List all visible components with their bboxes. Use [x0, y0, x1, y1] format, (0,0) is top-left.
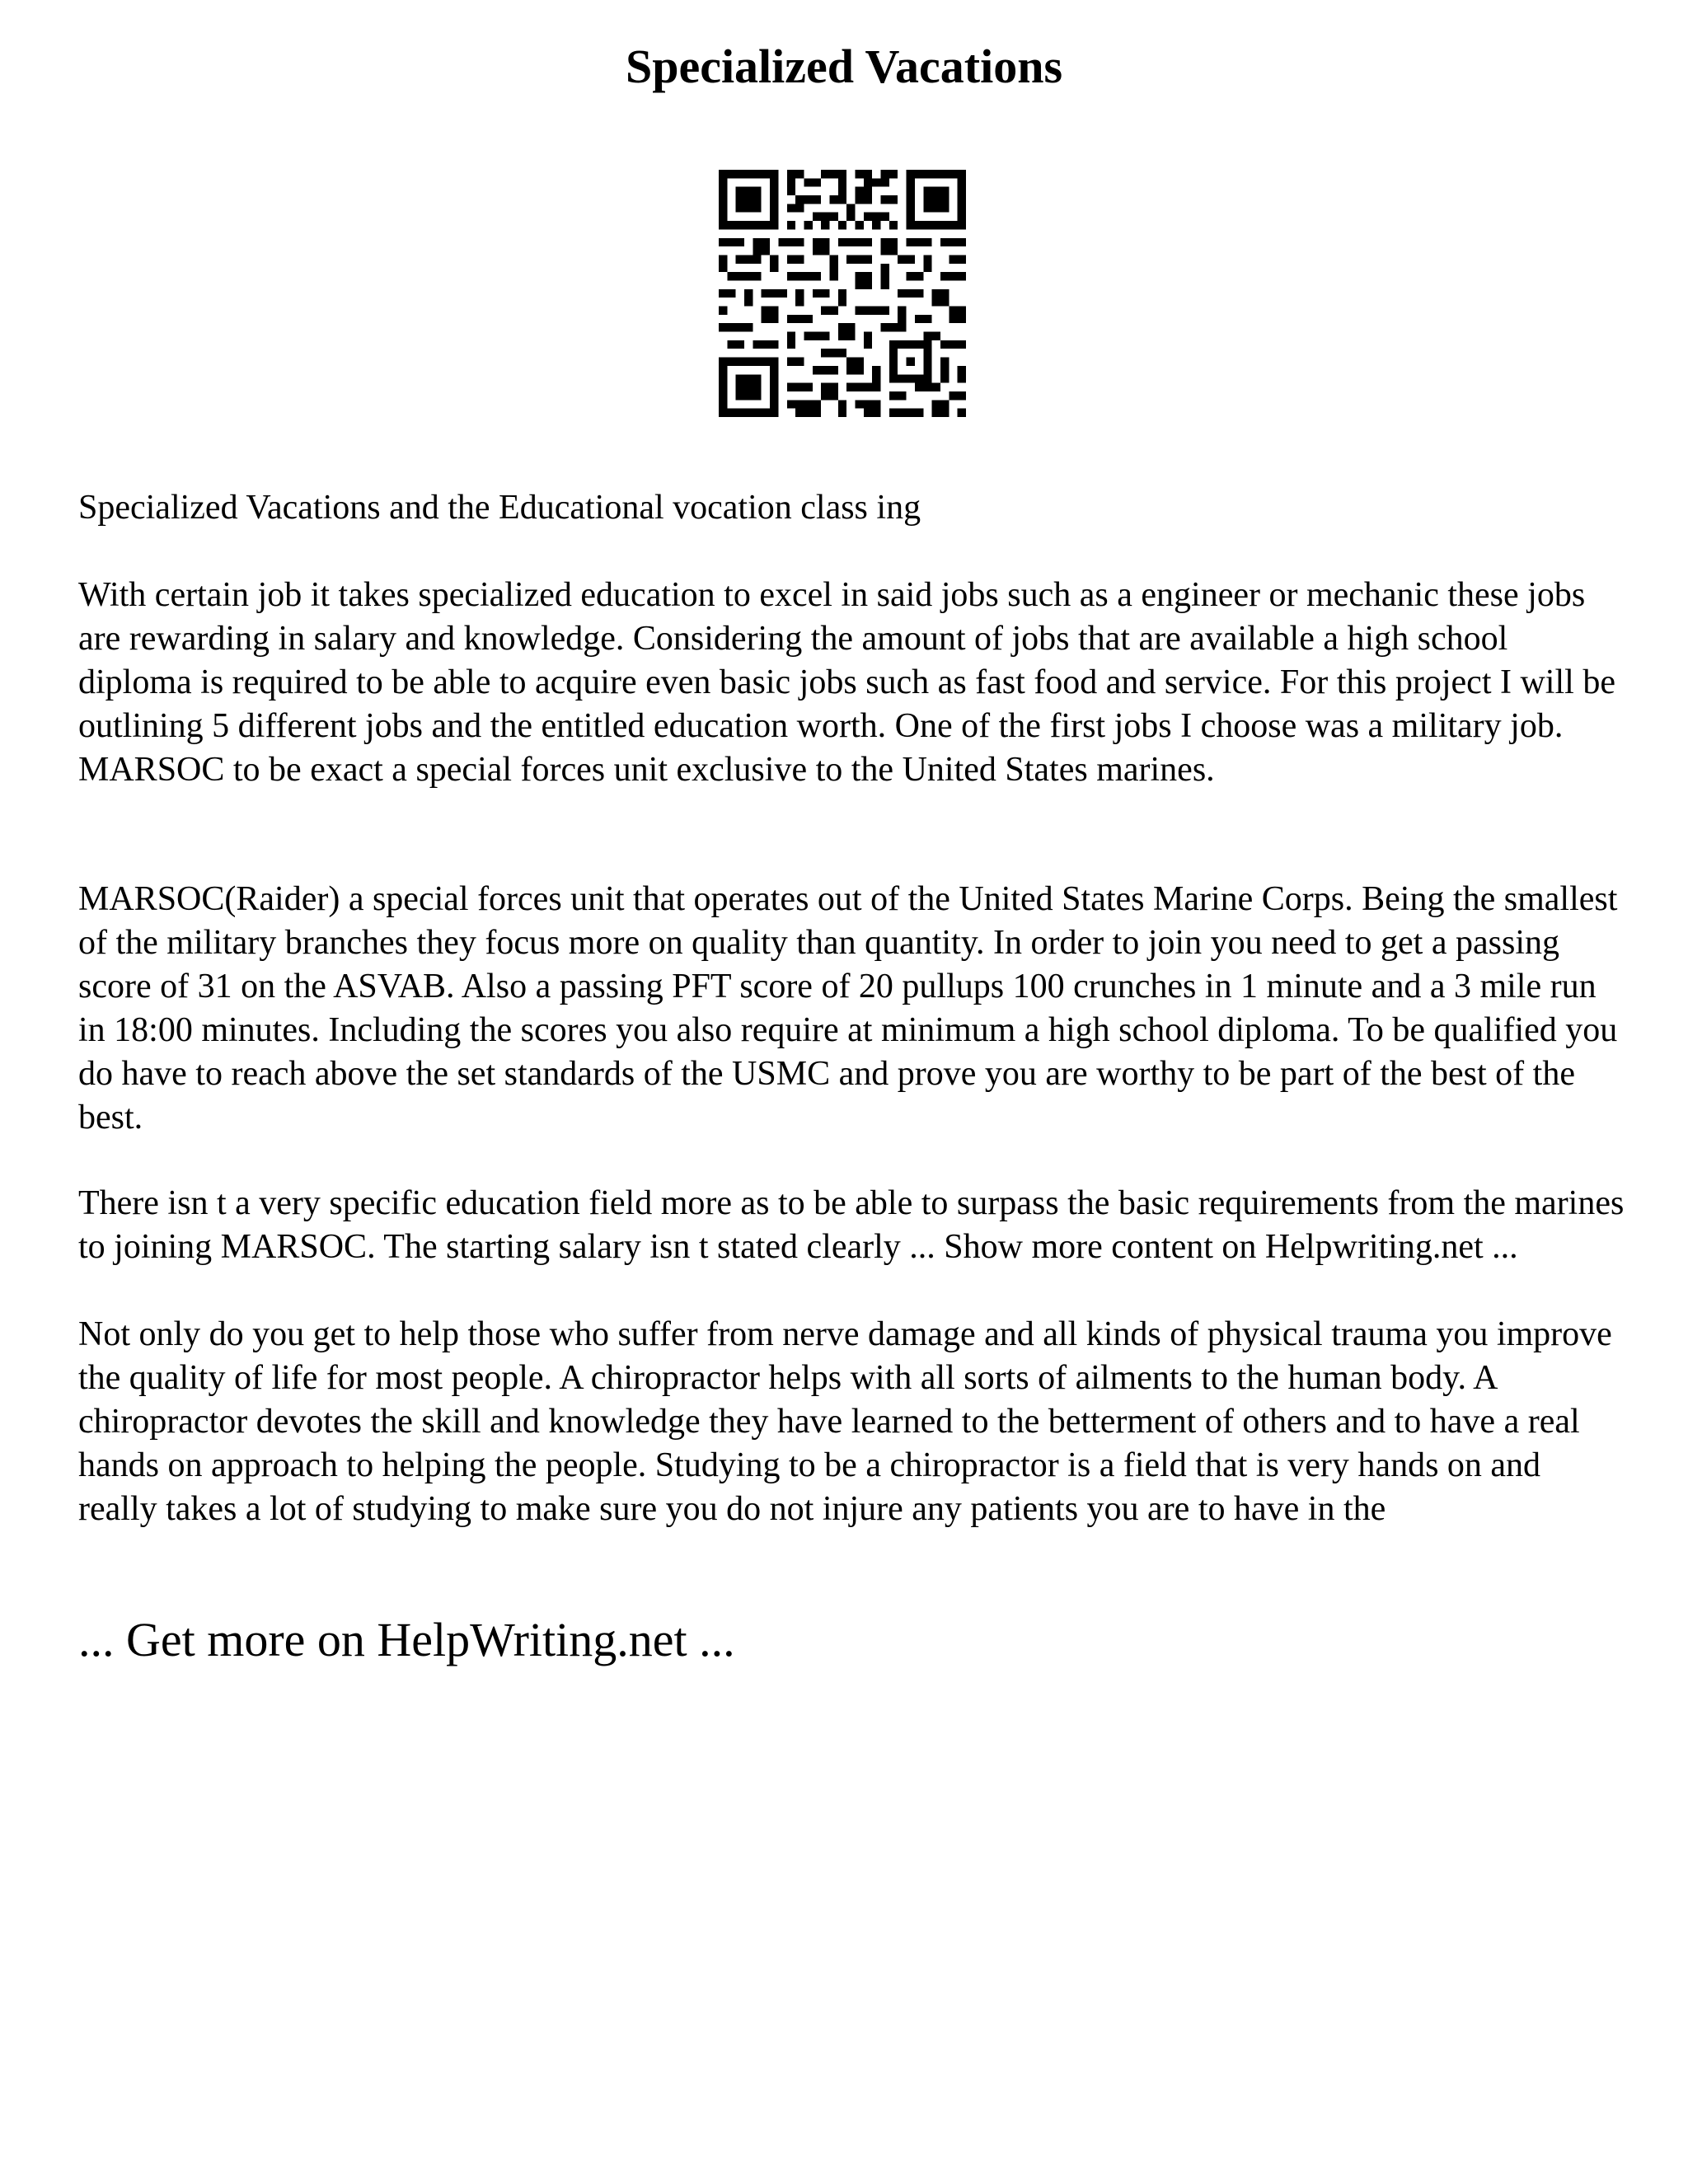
get-more-link[interactable]: ... Get more on HelpWriting.net ... — [78, 1613, 735, 1666]
paragraph: Not only do you get to help those who suffer from nerve damage and all kinds of physical trauma you improve the quality of life for most people. A chiropractor helps with all sorts of ailments to the human body. A chiropractor devotes the skill and knowledge they have learned to the betterment of others and to have a real hands on approach to helping the people. Studying to be a chiropractor is a field that is very hands on and really takes a lot of studying to make sure you do not injure any patients you are to have in the — [78, 1315, 1612, 1528]
paragraph: With certain job it takes specialized education to excel in said jobs such as a engineer or mechanic these jobs are rewarding in salary and knowledge. Considering the amount of jobs that are available a high school diploma is required to be able to acquire even basic jobs such as fast food and service. For this project I will be outlining 5 different jobs and the entitled education worth. One of the first jobs I choose was a military job. MARSOC to be exact a special forces unit exclusive to the United States marines. — [78, 576, 1615, 789]
qr-code-icon — [719, 170, 966, 417]
document-subtitle: Specialized Vacations and the Educational vocation class ing — [78, 489, 921, 527]
page-title: Specialized Vacations — [625, 40, 1063, 93]
paragraph: MARSOC(Raider) a special forces unit that operates out of the United States Marine Corps. Being the smallest of the military branches they focus more on quality than quantity. In order to join you need to get a passing score of 31 on the ASVAB. Also a passing PFT score of 20 pullups 100 crunches in 1 minute and a 3 mile run in 18:00 minutes. Including the scores you also require at minimum a high school diploma. To be qualified you do have to reach above the set standards of the USMC and prove you are worthy to be part of the best of the best. — [78, 880, 1618, 1137]
paragraph: There isn t a very specific education field more as to be able to surpass the basic requirements from the marines to joining MARSOC. The starting salary isn t stated clearly ... Show more content on Helpwriting.net ... — [78, 1184, 1625, 1266]
